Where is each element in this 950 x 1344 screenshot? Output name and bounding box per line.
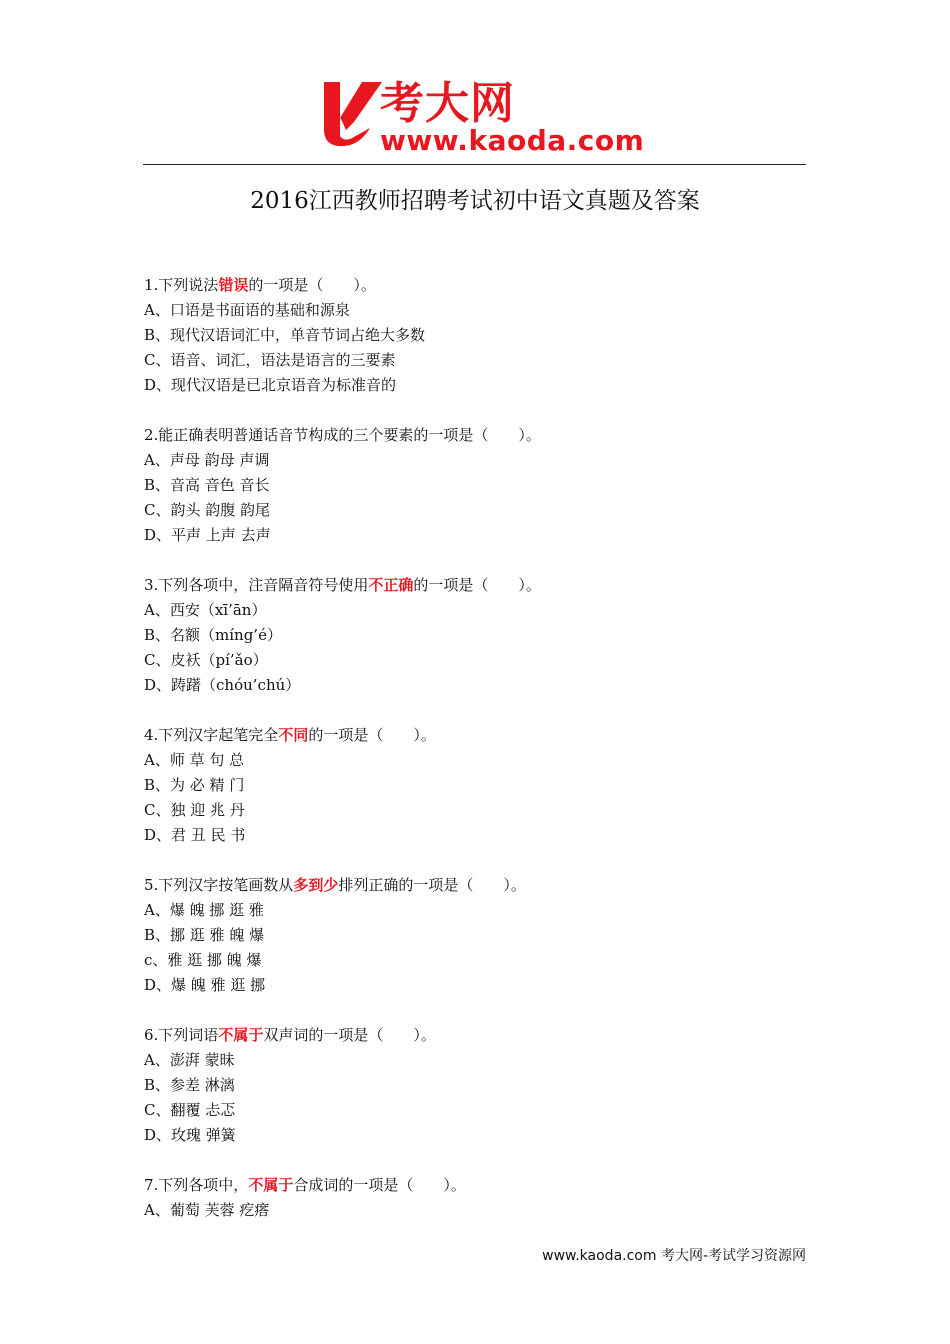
option-a: A、声母 韵母 声调 <box>144 451 270 469</box>
option-a: A、西安（xī’ān） <box>144 601 267 619</box>
option-c: c、雅 逛 挪 魄 爆 <box>144 951 262 969</box>
question-stem <box>144 573 804 598</box>
page-footer: www.kaoda.com 考大网-考试学习资源网 <box>542 1248 806 1264</box>
question-stem <box>144 423 804 448</box>
question-2 <box>144 423 804 548</box>
document-title: 2016江西教师招聘考试初中语文真题及答案 <box>250 188 700 214</box>
option-a: A、师 草 句 总 <box>144 751 245 769</box>
kaoda-k-logo-icon <box>318 78 388 148</box>
stem-text: 2.能正确表明普通话音节构成的三个要素的一项是（ ）。 <box>144 426 541 444</box>
option-d: D、君 丑 民 书 <box>144 826 246 844</box>
logo-text: 考大网 <box>380 78 515 129</box>
option-c: C、翻覆 忐忑 <box>144 1101 236 1119</box>
option-b: B、参差 淋漓 <box>144 1076 235 1094</box>
option-a: A、口语是书面语的基础和源泉 <box>144 301 350 319</box>
stem-highlight: 不属于 <box>218 1026 264 1044</box>
option-d: D、爆 魄 雅 逛 挪 <box>144 976 266 994</box>
stem-highlight: 不正确 <box>368 576 414 594</box>
logo-url: www.kaoda.com <box>380 124 645 157</box>
header-divider <box>143 164 806 165</box>
question-1 <box>144 273 804 398</box>
stem-highlight: 错误 <box>218 276 249 294</box>
question-stem <box>144 1023 804 1048</box>
stem-highlight: 不属于 <box>248 1176 294 1194</box>
option-b: B、挪 逛 雅 魄 爆 <box>144 926 265 944</box>
stem-text: 7.下列各项中， <box>144 1176 249 1194</box>
option-d: D、平声 上声 去声 <box>144 526 271 544</box>
question-stem <box>144 873 804 898</box>
stem-text: 的一项是（ ）。 <box>248 276 376 294</box>
option-d: D、踌躇（chóu’chú） <box>144 676 301 694</box>
option-a: A、爆 魄 挪 逛 雅 <box>144 901 264 919</box>
stem-text: 合成词的一项是（ ）。 <box>293 1176 466 1194</box>
stem-highlight: 多到少 <box>293 876 339 894</box>
question-7 <box>144 1173 804 1223</box>
option-c: C、独 迎 兆 丹 <box>144 801 245 819</box>
stem-text: 4.下列汉字起笔完全 <box>144 726 279 744</box>
question-stem <box>144 273 804 298</box>
question-stem <box>144 1173 804 1198</box>
stem-text: 的一项是（ ）。 <box>308 726 436 744</box>
option-c: C、语音、词汇，语法是语言的三要素 <box>144 351 396 369</box>
stem-text: 5.下列汉字按笔画数从 <box>144 876 294 894</box>
stem-text: 1.下列说法 <box>144 276 219 294</box>
stem-text: 双声词的一项是（ ）。 <box>263 1026 436 1044</box>
option-a: A、葡萄 芙蓉 疙瘩 <box>144 1201 270 1219</box>
site-logo <box>318 78 648 160</box>
option-d: D、现代汉语是已北京语音为标准音的 <box>144 376 397 394</box>
option-b: B、音高 音色 音长 <box>144 476 270 494</box>
question-5 <box>144 873 804 998</box>
option-d: D、玫瑰 弹簧 <box>144 1126 236 1144</box>
question-list <box>144 273 804 1248</box>
option-c: C、皮袄（pí’ǎo） <box>144 651 268 669</box>
question-stem <box>144 723 804 748</box>
stem-highlight: 不同 <box>278 726 309 744</box>
question-6 <box>144 1023 804 1148</box>
stem-text: 排列正确的一项是（ ）。 <box>338 876 526 894</box>
option-b: B、名额（míng’é） <box>144 626 282 644</box>
option-c: C、韵头 韵腹 韵尾 <box>144 501 271 519</box>
option-a: A、澎湃 蒙昧 <box>144 1051 235 1069</box>
stem-text: 的一项是（ ）。 <box>413 576 541 594</box>
stem-text: 6.下列词语 <box>144 1026 219 1044</box>
stem-text: 3.下列各项中，注音隔音符号使用 <box>144 576 369 594</box>
option-b: B、现代汉语词汇中，单音节词占绝大多数 <box>144 326 426 344</box>
option-b: B、为 必 精 门 <box>144 776 245 794</box>
question-3 <box>144 573 804 698</box>
question-4 <box>144 723 804 848</box>
